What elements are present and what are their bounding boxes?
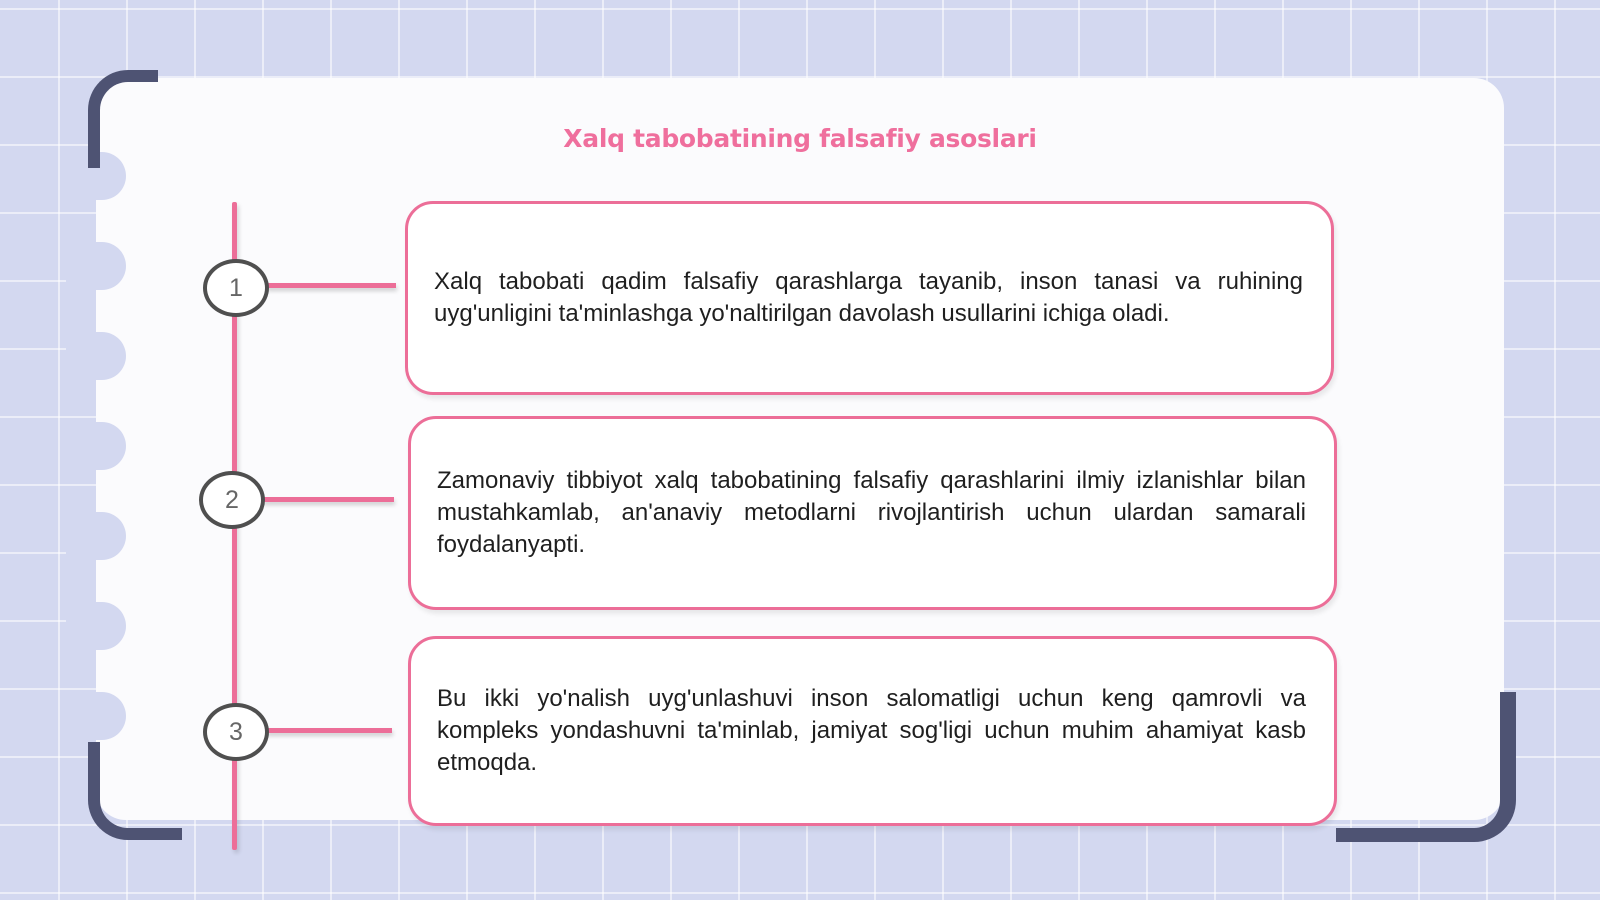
paper-notch — [66, 512, 126, 560]
paper-notch — [66, 602, 126, 650]
frame-corner-top-left — [88, 70, 158, 168]
timeline-connector — [262, 497, 394, 502]
step-card-2 — [408, 416, 1337, 610]
paper-notch — [66, 242, 126, 290]
timeline-connector — [266, 283, 396, 288]
paper-notch — [66, 692, 126, 740]
step-card-text: Bu ikki yo'nalish uyg'unlashuvi inson salomatligi uchun keng qamrovli va kompleks yondashuvni ta'minlab, jamiyat sog'ligi uchun muhim ahamiyat kasb etmoqda. — [437, 685, 1306, 776]
frame-corner-bottom-right — [1336, 692, 1516, 842]
step-number-1: 1 — [203, 259, 269, 317]
step-card-text: Zamonaviy tibbiyot xalq tabobatining falsafiy qarashlarini ilmiy izlanishlar bilan mustahkamlab, an'anaviy metodlarni rivojlantirish uchun ulardan samarali foydalanyapti. — [437, 467, 1306, 558]
step-number-3: 3 — [203, 703, 269, 761]
step-card-3 — [408, 636, 1337, 826]
timeline-connector — [266, 728, 392, 733]
step-card-1 — [405, 201, 1334, 395]
paper-notch — [66, 422, 126, 470]
step-number-2: 2 — [199, 471, 265, 529]
step-card-text: Xalq tabobati qadim falsafiy qarashlarga tayanib, inson tanasi va ruhining uyg'unligini ta'minlashga yo'naltirilgan davolash usullarini ichiga oladi. — [434, 268, 1303, 327]
slide-title: Xalq tabobatining falsafiy asoslari — [563, 124, 1037, 153]
frame-corner-bottom-left — [88, 742, 182, 840]
paper-notch — [66, 332, 126, 380]
